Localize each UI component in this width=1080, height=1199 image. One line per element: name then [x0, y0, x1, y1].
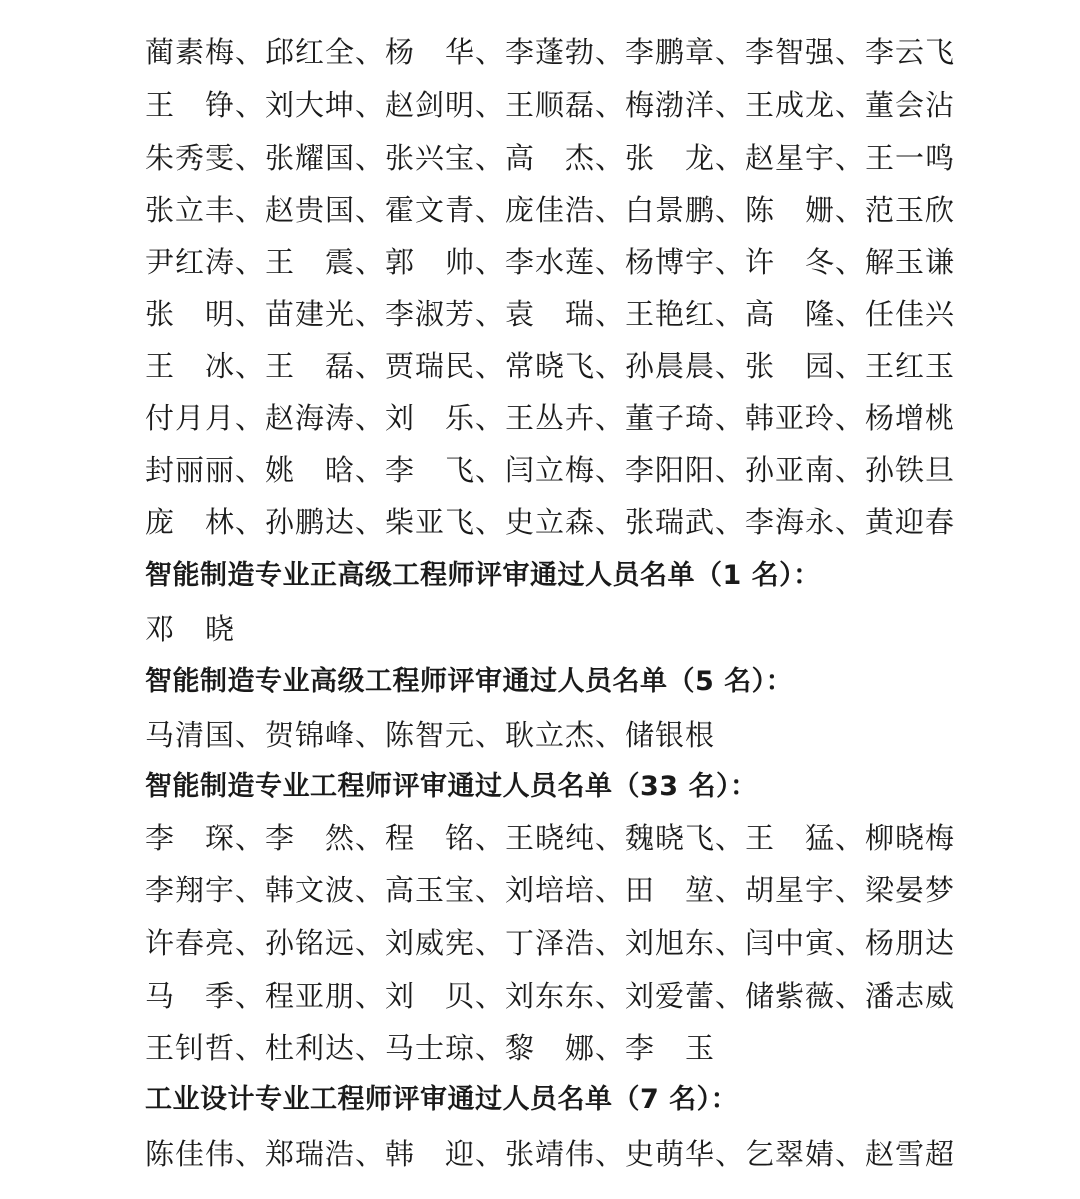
name-row: 张立丰、赵贵国、霍文青、庞佳浩、白景鹏、陈 姗、范玉欣: [145, 193, 956, 227]
name-row: 许春亮、孙铭远、刘威宪、丁泽浩、刘旭东、闫中寅、杨朋达: [145, 926, 956, 960]
name-row: 张 明、苗建光、李淑芳、袁 瑞、王艳红、高 隆、任佳兴: [145, 297, 956, 331]
section-heading: 工业设计专业工程师评审通过人员名单（7 名）：: [145, 1084, 739, 1115]
name-row: 陈佳伟、郑瑞浩、韩 迎、张靖伟、史萌华、乞翠婧、赵雪超: [145, 1137, 956, 1171]
name-row: 尹红涛、王 震、郭 帅、李水莲、杨博宇、许 冬、解玉谦: [145, 245, 956, 279]
name-row: 王 铮、刘大坤、赵剑明、王顺磊、梅渤洋、王成龙、董会沾: [145, 88, 956, 122]
section-heading: 智能制造专业工程师评审通过人员名单（33 名）：: [145, 771, 758, 802]
name-row: 马清国、贺锦峰、陈智元、耿立杰、储银根: [145, 718, 716, 752]
name-row: 王钊哲、杜利达、马士琼、黎 娜、李 玉: [145, 1031, 716, 1065]
name-row: 朱秀雯、张耀国、张兴宝、高 杰、张 龙、赵星宇、王一鸣: [145, 141, 956, 175]
name-row: 付月月、赵海涛、刘 乐、王丛卉、董子琦、韩亚玲、杨增桃: [145, 401, 956, 435]
name-row: 封丽丽、姚 晗、李 飞、闫立梅、李阳阳、孙亚南、孙铁旦: [145, 453, 956, 487]
name-row: 李 琛、李 然、程 铭、王晓纯、魏晓飞、王 猛、柳晓梅: [145, 821, 956, 855]
name-row: 李翔宇、韩文波、高玉宝、刘培培、田 堃、胡星宇、梁晏梦: [145, 873, 956, 907]
name-row: 马 季、程亚朋、刘 贝、刘东东、刘爱蕾、储紫薇、潘志威: [145, 979, 956, 1013]
name-row: 蔺素梅、邱红全、杨 华、李蓬勃、李鹏章、李智强、李云飞: [145, 35, 956, 69]
section-heading: 智能制造专业高级工程师评审通过人员名单（5 名）：: [145, 666, 794, 697]
name-row: 庞 林、孙鹏达、柴亚飞、史立森、张瑞武、李海永、黄迎春: [145, 505, 956, 539]
name-row: 邓 晓: [145, 612, 236, 646]
name-row: 王 冰、王 磊、贾瑞民、常晓飞、孙晨晨、张 园、王红玉: [145, 349, 956, 383]
section-heading: 智能制造专业正高级工程师评审通过人员名单（1 名）：: [145, 560, 821, 591]
